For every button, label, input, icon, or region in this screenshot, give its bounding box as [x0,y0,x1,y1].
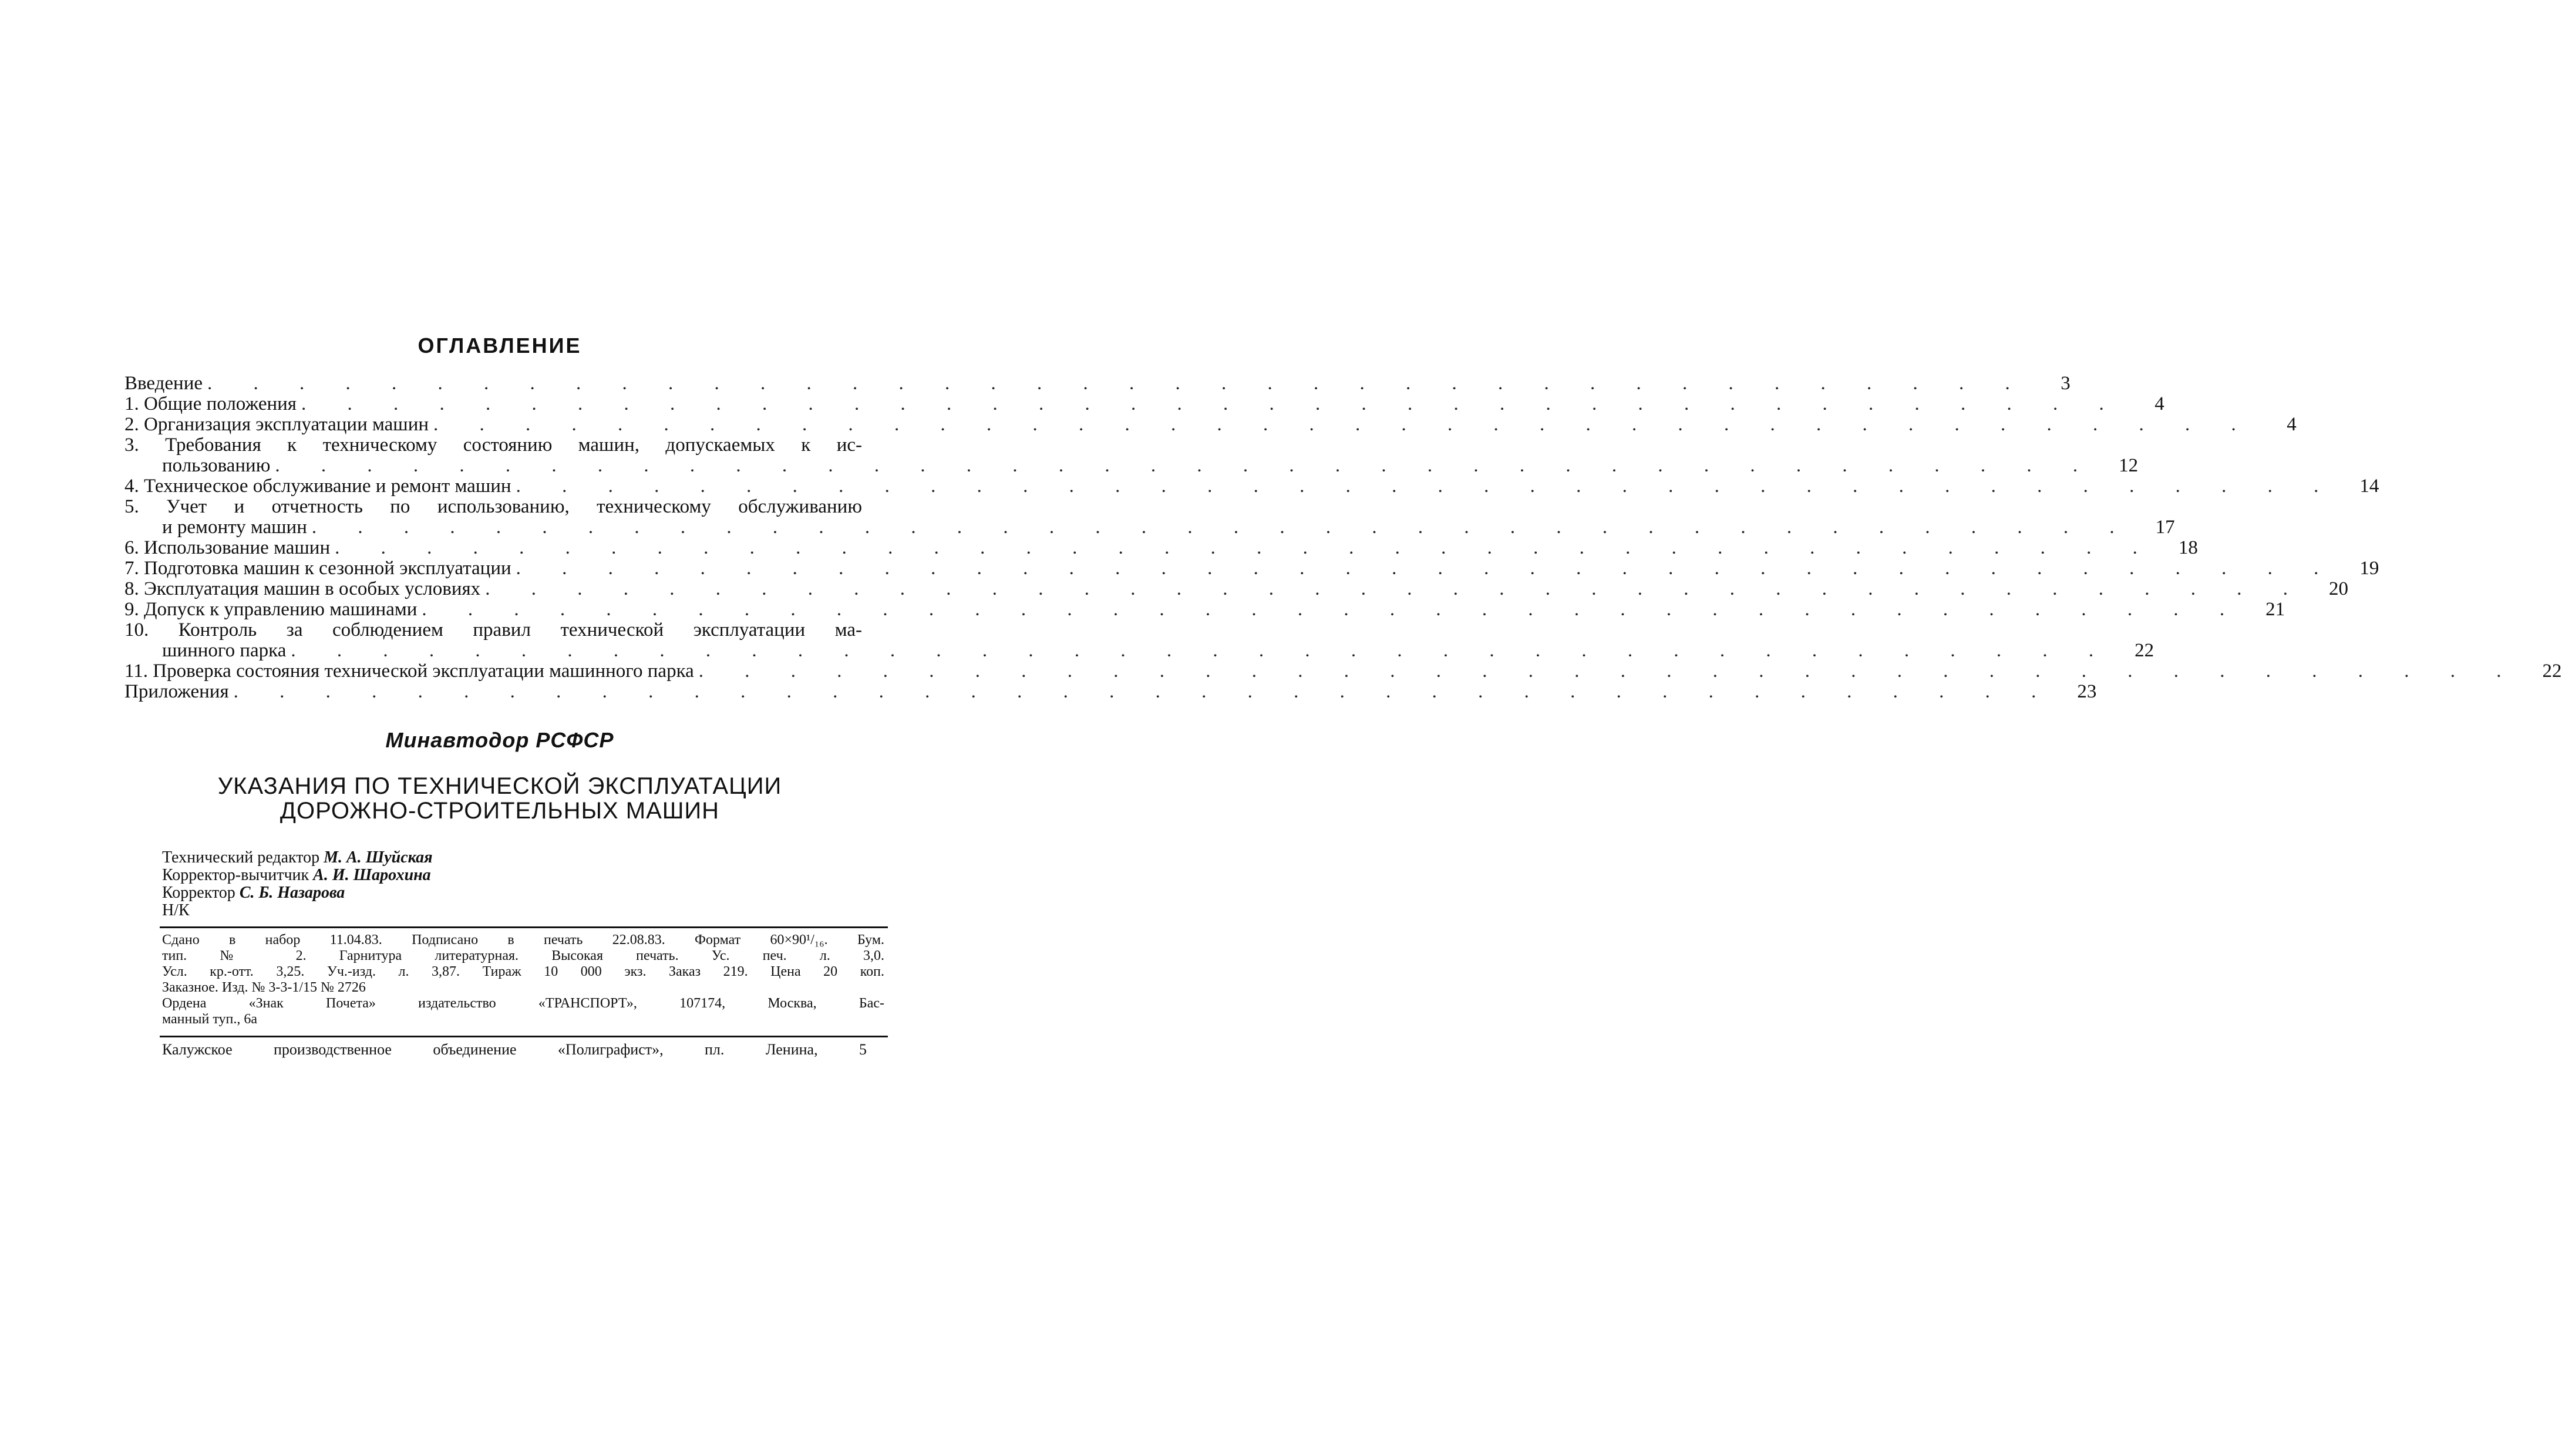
credits-block [162,849,433,919]
toc-entry-title: 11. Проверка состояния технической эксплуатации машинного парка [124,660,694,682]
toc-entry-line [124,373,2071,394]
book-title-line-1: УКАЗАНИЯ ПО ТЕХНИЧЕСКОЙ ЭКСПЛУАТАЦИИ [217,773,782,799]
toc-page-number: 17 [2155,517,2175,538]
toc-entry-title: шинного парка [162,640,287,661]
imprint-line: Сдано в набор 11.04.83. Подписано в печать 22.08.83. Формат 60×90¹/₁₆. Бум. [162,932,884,948]
toc-entry-title: 2. Организация эксплуатации машин [124,414,429,435]
toc-page-number: 20 [2328,578,2348,599]
toc-entry-line [124,537,2198,558]
toc-entry [124,373,2071,394]
toc-dot-leader: . . . . . . . . . . . . . . . . . . . . . . . . . . . . . . . . . . . . . . . . [485,578,2306,599]
toc-entry-line [124,476,2379,497]
credit-name: А. И. Шарохина [313,866,431,884]
toc-dot-leader: . . . . . . . . . . . . . . . . . . . . . . . . . . . . . . . . . . . . . . . . [275,455,2096,476]
divider-rule [160,1036,888,1037]
toc-dot-leader: . . . . . . . . . . . . . . . . . . . . . . . . . . . . . . . . . . . . . . . . [233,681,2055,702]
book-title-line-2: ДОРОЖНО-СТРОИТЕЛЬНЫХ МАШИН [280,798,720,824]
toc-entry [124,681,2097,702]
imprint-line: тип. № 2. Гарнитура литературная. Высокая печать. Ус. печ. л. 3,0. [162,948,884,963]
toc-entry-title: Приложения [124,681,229,702]
toc-entry [124,496,2175,538]
toc-entry [124,393,2164,414]
toc-entry [124,558,2379,579]
toc-page-number: 3 [2061,373,2071,394]
toc-entry-title: 1. Общие положения [124,393,297,414]
toc-entry [124,414,2297,435]
toc-entry-line [124,393,2164,414]
toc-entry-title: 3. Требования к техническому состоянию машин, допускаемых к ис- [124,434,862,456]
toc-entry-line [124,578,2348,599]
toc-title: ОГЛАВЛЕНИЕ [418,333,582,358]
toc-dot-leader: . . . . . . . . . . . . . . . . . . . . . . . . . . . . . . . . . . . . . . . . [335,537,2156,558]
toc-entry-title: 10. Контроль за соблюдением правил технической эксплуатации ма- [124,619,862,641]
toc-page-number: 21 [2265,599,2285,620]
credit-code: Н/К [162,901,190,919]
imprint-block [162,932,884,1027]
printer-line: Калужское производственное объединение «Полиграфист», пл. Ленина, 5 [162,1041,867,1058]
credit-name: С. Б. Назарова [239,884,345,902]
credit-tech-editor [162,849,433,867]
credit-proofreader [162,867,433,884]
toc-page-number: 19 [2359,558,2379,579]
credit-label: Технический редактор [162,848,320,867]
imprint-line: Ордена «Знак Почета» издательство «ТРАНСПОРТ», 107174, Москва, Бас- [162,996,884,1011]
toc-entry-title: Введение [124,373,203,394]
toc-entry-title: пользованию [162,455,271,476]
toc-entry-line [124,435,900,456]
toc-entry-line [124,660,2562,682]
toc-entry [124,434,2139,476]
agency-name: Минавтодор РСФСР [385,728,614,752]
toc-dot-leader: . . . . . . . . . . . . . . . . . . . . . . . . . . . . . . . . . . . . . . . . [311,517,2133,538]
credit-corrector [162,884,433,902]
toc-entry-title: и ремонту машин [162,517,307,538]
toc-entry [124,578,2348,599]
toc-entry-title: 9. Допуск к управлению машинами [124,599,418,620]
toc-entry-line [124,414,2297,435]
toc-page-number: 12 [2119,455,2139,476]
toc-entry-line [124,620,900,641]
toc-entry-line [124,517,2175,538]
credit-label: Корректор-вычитчик [162,866,309,884]
toc-dot-leader: . . . . . . . . . . . . . . . . . . . . . . . . . . . . . . . . . . . . . . . . [301,393,2122,414]
toc-dot-leader: . . . . . . . . . . . . . . . . . . . . . . . . . . . . . . . . . . . . . . . . [516,476,2337,497]
imprint-line: Заказное. Изд. № 3-3-1/15 № 2726 [162,980,366,995]
toc-entry [124,660,2562,682]
toc-page-number: 4 [2287,414,2297,435]
toc-entry [124,599,2285,620]
toc-entry [124,476,2379,497]
imprint-line: манный туп., 6а [162,1012,257,1027]
toc-entry-line [124,455,2139,476]
toc-dot-leader: . . . . . . . . . . . . . . . . . . . . . . . . . . . . . . . . . . . . . . . . [207,373,2028,394]
book-title [0,774,999,823]
table-of-contents [124,373,2562,702]
toc-dot-leader: . . . . . . . . . . . . . . . . . . . . . . . . . . . . . . . . . . . . . . . . [422,599,2243,620]
toc-entry-title: 4. Техническое обслуживание и ремонт машин [124,476,511,497]
divider-rule [160,926,888,928]
toc-dot-leader: . . . . . . . . . . . . . . . . . . . . . . . . . . . . . . . . . . . . . . . . [291,640,2112,661]
toc-entry-line [124,497,900,517]
toc-entry-title: 8. Эксплуатация машин в особых условиях [124,578,481,599]
credit-label: Корректор [162,884,235,902]
toc-entry-line [124,599,2285,620]
toc-entry [124,537,2198,558]
toc-page-number: 23 [2077,681,2097,702]
toc-entry-title: 7. Подготовка машин к сезонной эксплуатации [124,558,511,579]
toc-entry-title: 6. Использование машин [124,537,331,558]
toc-dot-leader: . . . . . . . . . . . . . . . . . . . . . . . . . . . . . . . . . . . . . . . . [433,414,2254,435]
toc-entry-line [124,640,2154,661]
credit-name: М. А. Шуйская [324,848,433,867]
toc-page-number: 22 [2542,660,2562,682]
toc-dot-leader: . . . . . . . . . . . . . . . . . . . . . . . . . . . . . . . . . . . . . . . . [698,660,2520,682]
toc-dot-leader: . . . . . . . . . . . . . . . . . . . . . . . . . . . . . . . . . . . . . . . . [516,558,2337,579]
imprint-line: Усл. кр.-отт. 3,25. Уч.-изд. л. 3,87. Тираж 10 000 экз. Заказ 219. Цена 20 коп. [162,964,884,979]
toc-page-number: 22 [2135,640,2154,661]
toc-entry [124,619,2154,661]
toc-page-number: 4 [2154,393,2164,414]
toc-page-number: 14 [2359,476,2379,497]
toc-page-number: 18 [2178,537,2198,558]
toc-entry-title: 5. Учет и отчетность по использованию, техническому обслуживанию [124,496,862,517]
toc-entry-line [124,681,2097,702]
toc-entry-line [124,558,2379,579]
